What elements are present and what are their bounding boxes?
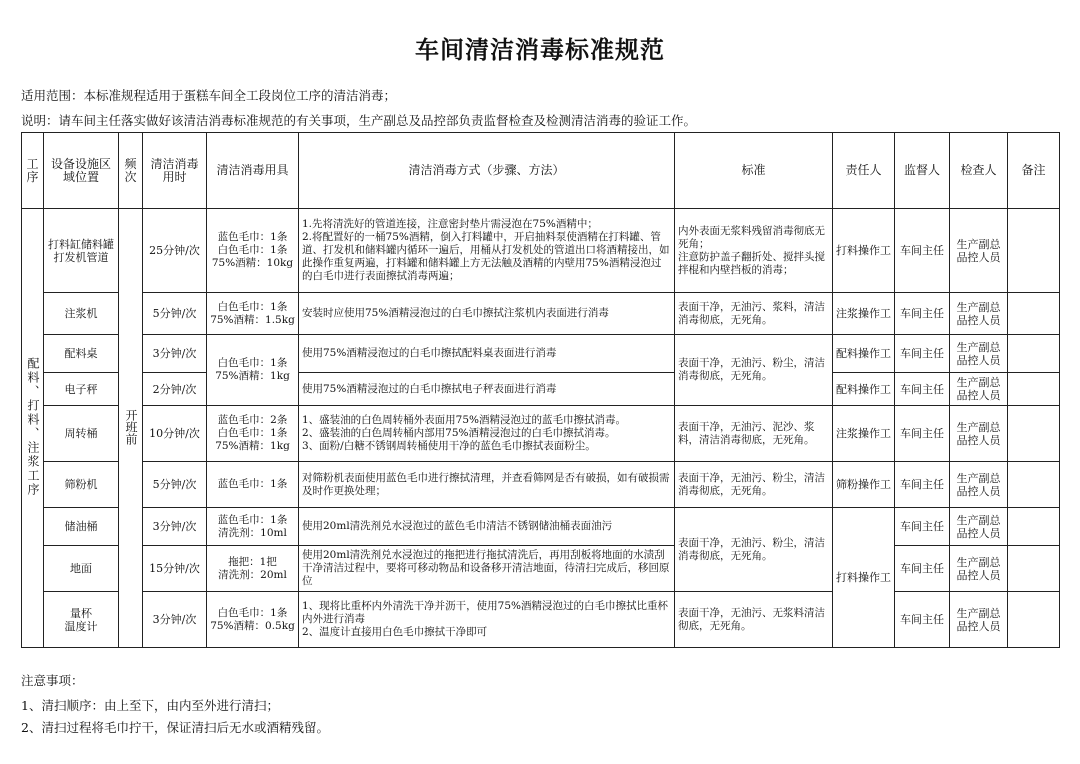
time-cell: 10分钟/次 — [143, 406, 207, 462]
inspector-cell: 生产副总品控人员 — [950, 293, 1008, 335]
table-row — [22, 293, 1060, 335]
responsible-cell: 打料操作工 — [833, 209, 895, 293]
time-cell: 3分钟/次 — [143, 592, 207, 648]
time-cell: 15分钟/次 — [143, 546, 207, 592]
area-cell: 储油桶 — [44, 508, 119, 546]
remark-cell — [1008, 293, 1060, 335]
standard-cell: 表面干净，无油污、浆料，清洁消毒彻底，无死角。 — [675, 293, 833, 335]
table-row — [22, 373, 1060, 406]
time-cell: 3分钟/次 — [143, 508, 207, 546]
header-row — [22, 133, 1060, 209]
frequency-value: 开班前 — [124, 408, 138, 445]
tools-cell: 白色毛巾：1条 75%酒精：0.5kg — [207, 592, 299, 648]
header-supervisor: 监督人 — [895, 133, 950, 209]
table-row — [22, 209, 1060, 293]
table-row — [22, 508, 1060, 546]
responsible-cell: 配料操作工 — [833, 335, 895, 373]
table-row — [22, 462, 1060, 508]
table-row — [22, 592, 1060, 648]
inspector-cell: 生产副总品控人员 — [950, 508, 1008, 546]
inspector-cell: 生产副总品控人员 — [950, 373, 1008, 406]
time-cell: 5分钟/次 — [143, 293, 207, 335]
standard-cell: 表面干净，无油污、粉尘，清洁消毒彻底，无死角。 — [675, 335, 833, 406]
standard-cell: 表面干净，无油污、粉尘，清洁消毒彻底，无死角。 — [675, 508, 833, 592]
explanation-text: 说明：请车间主任落实做好该清洁消毒标准规范的有关事项，生产副总及品控部负责监督检查及检测清洁消毒的验证工作。 — [21, 113, 697, 128]
remark-cell — [1008, 592, 1060, 648]
supervisor-cell: 车间主任 — [895, 592, 950, 648]
tools-cell: 蓝色毛巾：1条 — [207, 462, 299, 508]
method-cell: 使用20ml清洗剂兑水浸泡过的拖把进行拖拭清洗后，再用刮板将地面的水渍刮干净清洁过程中，要将可移动物品和设备移开清洁地面，待清扫完成后，移回原位 — [299, 546, 675, 592]
header-remark: 备注 — [1008, 133, 1060, 209]
supervisor-cell: 车间主任 — [895, 546, 950, 592]
standard-cell: 内外表面无浆料残留消毒彻底无死角； 注意防护盖子翻折处、搅拌头搅拌棍和内壁挡板的消毒； — [675, 209, 833, 293]
tools-cell: 白色毛巾：1条 75%酒精：1kg — [207, 335, 299, 406]
responsible-cell: 注浆操作工 — [833, 293, 895, 335]
time-cell: 2分钟/次 — [143, 373, 207, 406]
time-cell: 5分钟/次 — [143, 462, 207, 508]
remark-cell — [1008, 335, 1060, 373]
method-cell: 使用20ml清洗剂兑水浸泡过的蓝色毛巾清洁不锈钢储油桶表面油污 — [299, 508, 675, 546]
supervisor-cell: 车间主任 — [895, 209, 950, 293]
inspector-cell: 生产副总品控人员 — [950, 546, 1008, 592]
method-cell: 使用75%酒精浸泡过的白毛巾擦拭电子秤表面进行消毒 — [299, 373, 675, 406]
tools-cell: 蓝色毛巾：1条 白色毛巾：1条 75%酒精：10kg — [207, 209, 299, 293]
responsible-cell: 筛粉操作工 — [833, 462, 895, 508]
area-cell: 筛粉机 — [44, 462, 119, 508]
table-row — [22, 335, 1060, 373]
remark-cell — [1008, 462, 1060, 508]
supervisor-cell: 车间主任 — [895, 373, 950, 406]
time-cell: 25分钟/次 — [143, 209, 207, 293]
tools-cell: 拖把：1把 清洗剂：20ml — [207, 546, 299, 592]
note-item: 1、清扫顺序：由上至下，由内至外进行清扫； — [21, 698, 279, 713]
standard-cell: 表面干净，无油污、泥沙、浆料，清洁消毒彻底，无死角。 — [675, 406, 833, 462]
method-cell: 1、盛装油的白色周转桶外表面用75%酒精浸泡过的蓝毛巾擦拭消毒。 2、盛装油的白色周转桶内部用75%酒精浸泡过的白毛巾擦拭消毒。 3、面粉/白糖不锈钢周转桶使用干净的蓝色毛巾擦拭表面粉尘。 — [299, 406, 675, 462]
responsible-cell: 配料操作工 — [833, 373, 895, 406]
header-inspector: 检查人 — [950, 133, 1008, 209]
remark-cell — [1008, 508, 1060, 546]
area-cell: 电子秤 — [44, 373, 119, 406]
notes-heading: 注意事项： — [21, 673, 84, 688]
inspector-cell: 生产副总品控人员 — [950, 406, 1008, 462]
method-cell: 1、现将比重杯内外清洗干净并沥干，使用75%酒精浸泡过的白毛巾擦拭比重杯内外进行消毒 2、温度计直接用白色毛巾擦拭干净即可 — [299, 592, 675, 648]
supervisor-cell: 车间主任 — [895, 335, 950, 373]
frequency-cell — [119, 209, 143, 648]
inspector-cell: 生产副总品控人员 — [950, 592, 1008, 648]
note-item: 2、清扫过程将毛巾拧干，保证清扫后无水或酒精残留。 — [21, 720, 329, 735]
area-cell: 量杯 温度计 — [44, 592, 119, 648]
area-cell: 注浆机 — [44, 293, 119, 335]
header-frequency: 频次 — [119, 133, 143, 209]
header-standard: 标准 — [675, 133, 833, 209]
method-cell: 使用75%酒精浸泡过的白毛巾擦拭配料桌表面进行消毒 — [299, 335, 675, 373]
remark-cell — [1008, 373, 1060, 406]
standard-cell: 表面干净，无油污、无浆料清洁彻底，无死角。 — [675, 592, 833, 648]
table-row — [22, 546, 1060, 592]
supervisor-cell: 车间主任 — [895, 406, 950, 462]
header-area: 设备设施区域位置 — [44, 133, 119, 209]
header-time: 清洁消毒用时 — [143, 133, 207, 209]
scope-text: 适用范围：本标准规程适用于蛋糕车间全工段岗位工序的清洁消毒； — [21, 88, 397, 103]
tools-cell: 白色毛巾：1条 75%酒精：1.5kg — [207, 293, 299, 335]
header-process: 工序 — [22, 133, 44, 209]
inspector-cell: 生产副总品控人员 — [950, 462, 1008, 508]
process-cell — [22, 209, 44, 648]
remark-cell — [1008, 209, 1060, 293]
tools-cell: 蓝色毛巾：1条 清洗剂：10ml — [207, 508, 299, 546]
remark-cell — [1008, 406, 1060, 462]
cleaning-standards-table — [21, 132, 1060, 648]
table-row — [22, 406, 1060, 462]
method-cell: 对筛粉机表面使用蓝色毛巾进行擦拭清理，并查看筛网是否有破损，如有破损需及时作更换处理； — [299, 462, 675, 508]
tools-cell: 蓝色毛巾：2条 白色毛巾：1条 75%酒精：1kg — [207, 406, 299, 462]
inspector-cell: 生产副总品控人员 — [950, 209, 1008, 293]
method-cell: 1.先将清洗好的管道连接，注意密封垫片需浸泡在75%酒精中； 2.将配置好的一桶75%酒精，倒入打料罐中，开启抽料泵使酒精在打料罐、管道、打发机和储料罐内循环一遍后，用桶从打发机处的管道出口将酒精接出，如此操作重复两遍，打料罐和储料罐上方无法触及酒精的内壁用75%酒精浸泡过的白毛巾进行表面擦拭消毒两遍； — [299, 209, 675, 293]
page-title: 车间清洁消毒标准规范 — [415, 36, 665, 64]
responsible-cell: 打料操作工 — [833, 508, 895, 648]
process-name: 配料、打料、注浆工序 — [26, 356, 40, 497]
area-cell: 周转桶 — [44, 406, 119, 462]
header-method: 清洁消毒方式（步骤、方法） — [299, 133, 675, 209]
responsible-cell: 注浆操作工 — [833, 406, 895, 462]
method-cell: 安装时应使用75%酒精浸泡过的白毛巾擦拭注浆机内表面进行消毒 — [299, 293, 675, 335]
supervisor-cell: 车间主任 — [895, 508, 950, 546]
header-tools: 清洁消毒用具 — [207, 133, 299, 209]
header-responsible: 责任人 — [833, 133, 895, 209]
remark-cell — [1008, 546, 1060, 592]
area-cell: 地面 — [44, 546, 119, 592]
area-cell: 配料桌 — [44, 335, 119, 373]
area-cell: 打料缸储料罐打发机管道 — [44, 209, 119, 293]
supervisor-cell: 车间主任 — [895, 293, 950, 335]
time-cell: 3分钟/次 — [143, 335, 207, 373]
supervisor-cell: 车间主任 — [895, 462, 950, 508]
standard-cell: 表面干净，无油污、粉尘，清洁消毒彻底，无死角。 — [675, 462, 833, 508]
inspector-cell: 生产副总品控人员 — [950, 335, 1008, 373]
